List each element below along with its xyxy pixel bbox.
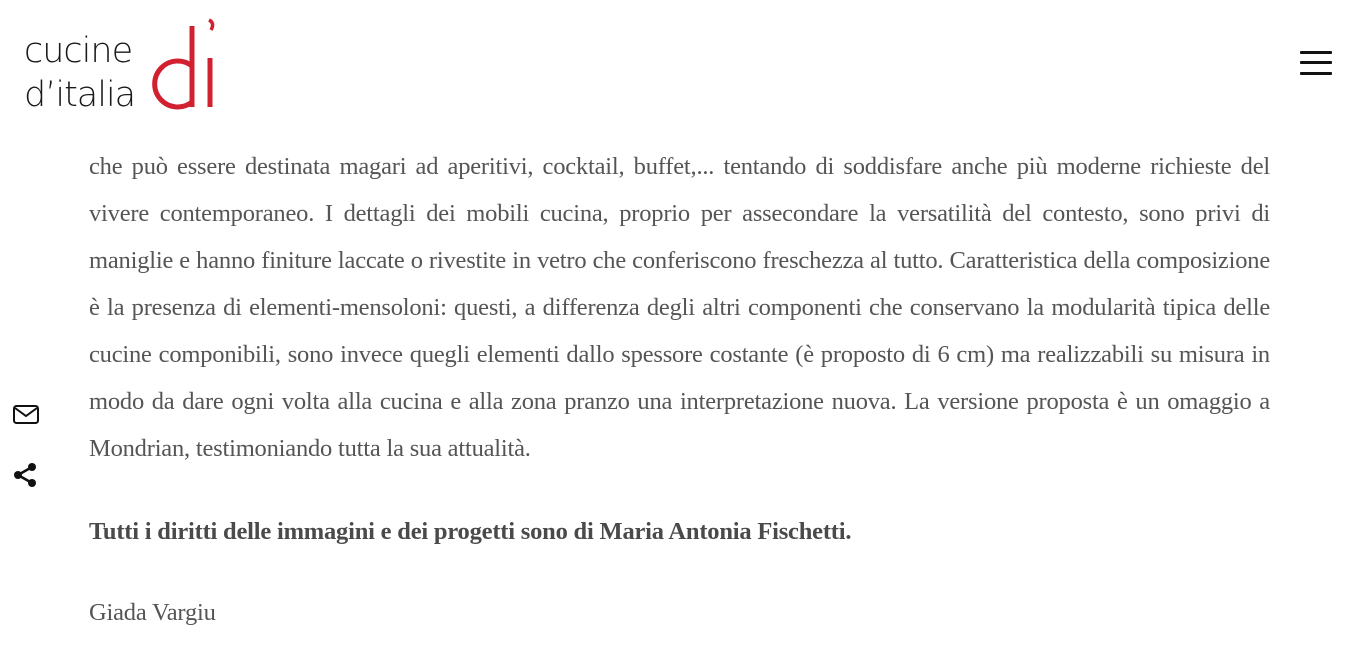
logo-mark-arc <box>155 61 192 107</box>
article-body <box>89 143 1270 636</box>
site-logo[interactable] <box>24 16 224 112</box>
image-rights-notice: Tutti i diritti delle immagini e dei progetti sono di Maria Antonia Fischetti. <box>89 518 852 545</box>
hamburger-bar <box>1300 61 1332 64</box>
hamburger-bar <box>1300 51 1332 54</box>
article-paragraph: che può essere destinata magari ad aperitivi, cocktail, buffet,... tentando di soddisfare anche più moderne richieste del vivere contemporaneo. I dettagli dei mobili cucina, proprio per assecondare la versatilità del contesto, sono privi di maniglie e hanno finiture laccate o rivestite in vetro che conferiscono freschezza al tutto. Caratteristica della composizione è la presenza di elementi-mensoloni: questi, a differenza degli altri componenti che conservano la modularità tipica delle cucine componibili, sono invece quegli elementi dallo spessore costante (è proposto di 6 cm) ma realizzabili su misura in modo da dare ogni volta alla cucina e alla zona pranzo una interpretazione nuova. La versione proposta è un omaggio a Mondrian, testimoniando tutta la sua attualità. <box>89 153 1270 462</box>
mail-icon[interactable] <box>12 401 40 429</box>
logo-line1: cucine <box>24 31 133 71</box>
hamburger-icon[interactable] <box>1300 48 1334 76</box>
article-author: Giada Vargiu <box>89 599 216 626</box>
logo-line2: d’italia <box>24 75 136 112</box>
logo-graphic <box>24 16 224 112</box>
share-icon[interactable] <box>12 461 40 489</box>
logo-mark-apostrophe <box>209 20 213 30</box>
hamburger-bar <box>1300 72 1332 75</box>
